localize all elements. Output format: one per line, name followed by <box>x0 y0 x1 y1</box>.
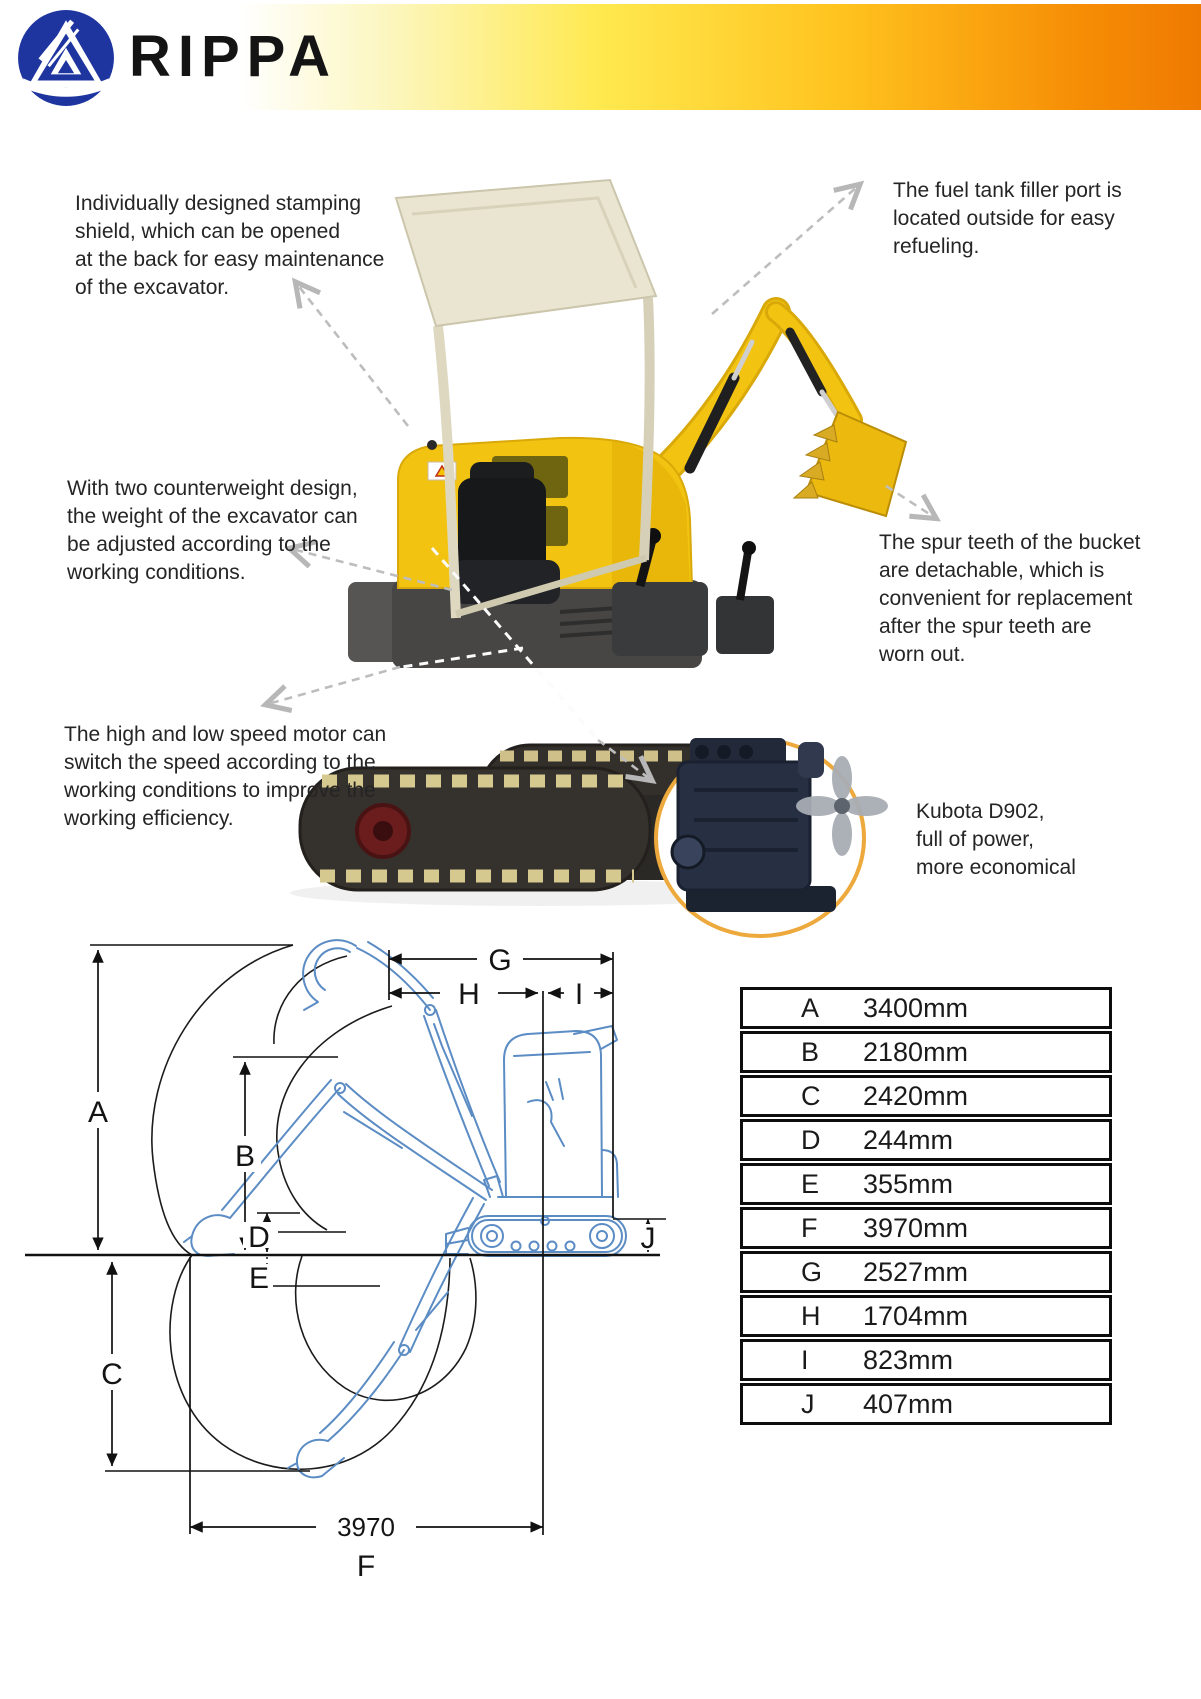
spec-dim-letter: I <box>801 1344 809 1375</box>
callout-spur-text: The spur teeth of the bucket are detachable, which is convenient for replacement after the spur teeth are worn out. <box>879 531 1141 666</box>
dimension-lines <box>25 945 666 1535</box>
spec-dim-value: 823mm <box>863 1344 954 1375</box>
spec-dim-value: 244mm <box>863 1124 954 1155</box>
brand-wordmark: RIPPA <box>129 24 337 89</box>
joystick <box>740 552 748 600</box>
spec-table-row <box>740 1163 1112 1205</box>
dim-label-c: C <box>101 1358 123 1391</box>
callout-motor-text: The high and low speed motor can switch the speed according to the working conditions to improve the working efficiency. <box>64 723 387 830</box>
callout-counterweight-text: With two counterweight design, the weight of the excavator can be adjusted according to the working conditions. <box>67 477 358 584</box>
dim-label-e: E <box>248 1262 270 1295</box>
spec-dim-letter: B <box>801 1036 820 1067</box>
bucket <box>794 412 906 516</box>
spec-dim-letter: E <box>801 1168 820 1199</box>
spec-table-row <box>740 1383 1112 1425</box>
dim-value-f: 3970 <box>337 1512 395 1542</box>
spec-dim-value: 355mm <box>863 1168 954 1199</box>
dim-label-b: B <box>234 1140 256 1173</box>
spec-dim-value: 3970mm <box>863 1212 969 1243</box>
callout-shield-text: Individually designed stamping shield, which can be opened at the back for easy maintenance of the excavator. <box>75 192 385 299</box>
dim-label-f: F <box>356 1550 376 1583</box>
dim-label-h: H <box>458 978 480 1011</box>
callout-arrow-shield <box>297 284 408 426</box>
dim-label-d: D <box>248 1221 270 1254</box>
spec-dim-value: 2420mm <box>863 1080 969 1111</box>
spec-dim-letter: J <box>801 1388 815 1419</box>
label-backplates <box>82 1092 662 1390</box>
spec-table-row <box>740 1207 1112 1249</box>
rippa-logo-icon <box>15 7 117 109</box>
dim-label-g: G <box>488 944 512 977</box>
spec-dim-value: 3400mm <box>863 992 969 1023</box>
spec-dim-letter: D <box>801 1124 821 1155</box>
spec-table-row <box>740 1075 1112 1117</box>
spec-dim-value: 1704mm <box>863 1300 969 1331</box>
spec-dim-letter: G <box>801 1256 823 1287</box>
spec-table-row <box>740 1119 1112 1161</box>
spec-table <box>740 987 1112 1425</box>
dim-label-a: A <box>87 1096 109 1129</box>
spec-table-row <box>740 1339 1112 1381</box>
spec-dim-letter: A <box>801 992 820 1023</box>
spec-dim-value: 2180mm <box>863 1036 969 1067</box>
callout-arrow-fuel <box>712 186 858 314</box>
spec-table-row <box>740 1295 1112 1337</box>
spec-dim-letter: F <box>801 1212 818 1243</box>
spec-dim-letter: C <box>801 1080 821 1111</box>
spec-dim-value: 2527mm <box>863 1256 969 1287</box>
spec-table-row <box>740 987 1112 1029</box>
callout-engine-text: Kubota D902, full of power, more economical <box>916 800 1076 879</box>
dimension-labels <box>88 944 656 1583</box>
callout-arrow-motor <box>268 667 400 704</box>
callout-fuel-text: The fuel tank filler port is located outside for easy refueling. <box>893 179 1122 258</box>
dim-label-j: J <box>640 1222 656 1255</box>
spec-table-row <box>740 1031 1112 1073</box>
dim-label-i: I <box>574 978 584 1011</box>
canopy-roof <box>396 180 656 326</box>
dimension-diagram <box>0 870 700 1592</box>
diagram-machine <box>184 940 626 1477</box>
spec-table-row <box>740 1251 1112 1293</box>
spec-dim-value: 407mm <box>863 1388 954 1419</box>
spec-dim-letter: H <box>801 1300 821 1331</box>
